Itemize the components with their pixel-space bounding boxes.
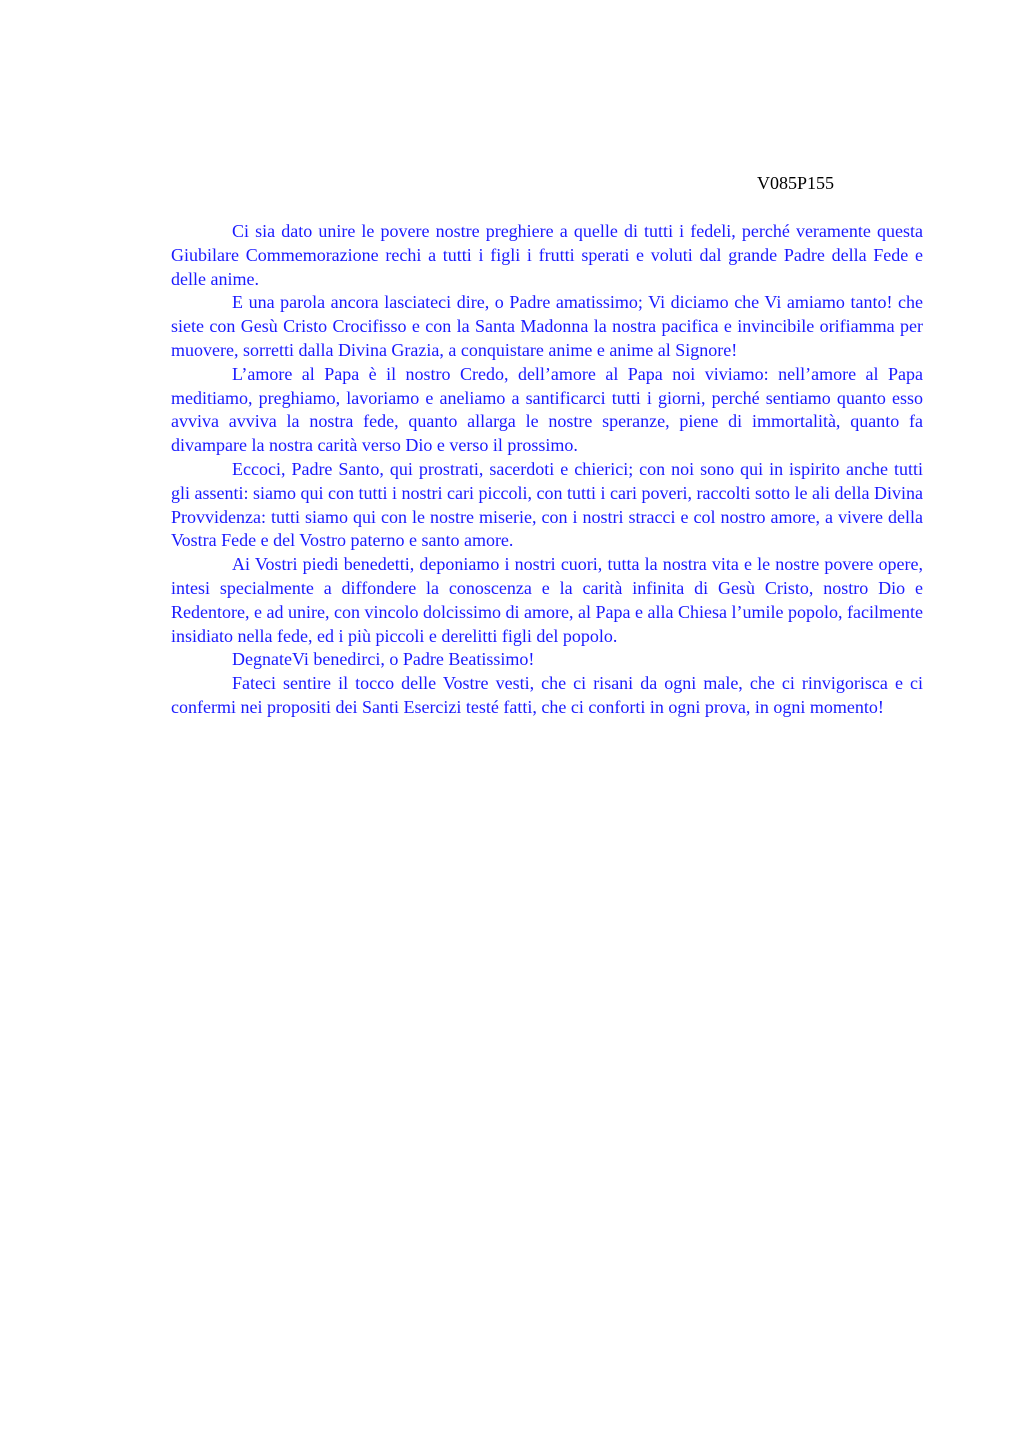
paragraph: Ai Vostri piedi benedetti, deponiamo i nostri cuori, tutta la nostra vita e le nostre povere opere, intesi specialmente a diffondere la conoscenza e la carità infinita di Gesù Cristo, nostro Dio e Redentore, e ad unire, con vincolo dolcissimo di amore, al Papa e alla Chiesa l’umile popolo, facilmente insidiato nella fede, ed i più piccoli e derelitti figli del popolo. bbox=[171, 554, 923, 646]
paragraph: L’amore al Papa è il nostro Credo, dell’amore al Papa noi viviamo: nell’amore al Papa meditiamo, preghiamo, lavoriamo e aneliamo a santificarci tutti i giorni, perché sentiamo quanto esso avviva avviva la nostra fede, quanto allarga le nostre speranze, piene di immortalità, quanto fa divampare la nostra carità verso Dio e verso il prossimo. bbox=[171, 363, 923, 456]
paragraph: DegnateVi benedirci, o Padre Beatissimo! bbox=[232, 649, 535, 670]
page-code: V085P155 bbox=[757, 173, 835, 193]
paragraph: Ci sia dato unire le povere nostre preghiere a quelle di tutti i fedeli, perché veramente questa Giubilare Commemorazione rechi a tutti i figli i frutti sperati e voluti dal grande Padre della Fede e delle anime. bbox=[171, 221, 923, 289]
body-text bbox=[171, 220, 923, 720]
paragraph: Eccoci, Padre Santo, qui prostrati, sacerdoti e chierici; con noi sono qui in ispirito anche tutti gli assenti: siamo qui con tutti i nostri cari piccoli, con tutti i cari poveri, raccolti sotto le ali della Divina Provvidenza: tutti siamo qui con le nostre miserie, con i nostri stracci e col nostro amore, a vivere della Vostra Fede e del Vostro paterno e santo amore. bbox=[171, 458, 923, 551]
paragraph: Fateci sentire il tocco delle Vostre vesti, che ci risani da ogni male, che ci rinvigorisca e ci confermi nei propositi dei Santi Esercizi testé fatti, che ci conforti in ogni prova, in ogni momento! bbox=[171, 673, 923, 717]
paragraph: E una parola ancora lasciateci dire, o Padre amatissimo; Vi diciamo che Vi amiamo tanto! che siete con Gesù Cristo Crocifisso e con la Santa Madonna la nostra pacifica e invincibile orifiamma per muovere, sorretti dalla Divina Grazia, a conquistare anime e anime al Signore! bbox=[171, 292, 923, 360]
